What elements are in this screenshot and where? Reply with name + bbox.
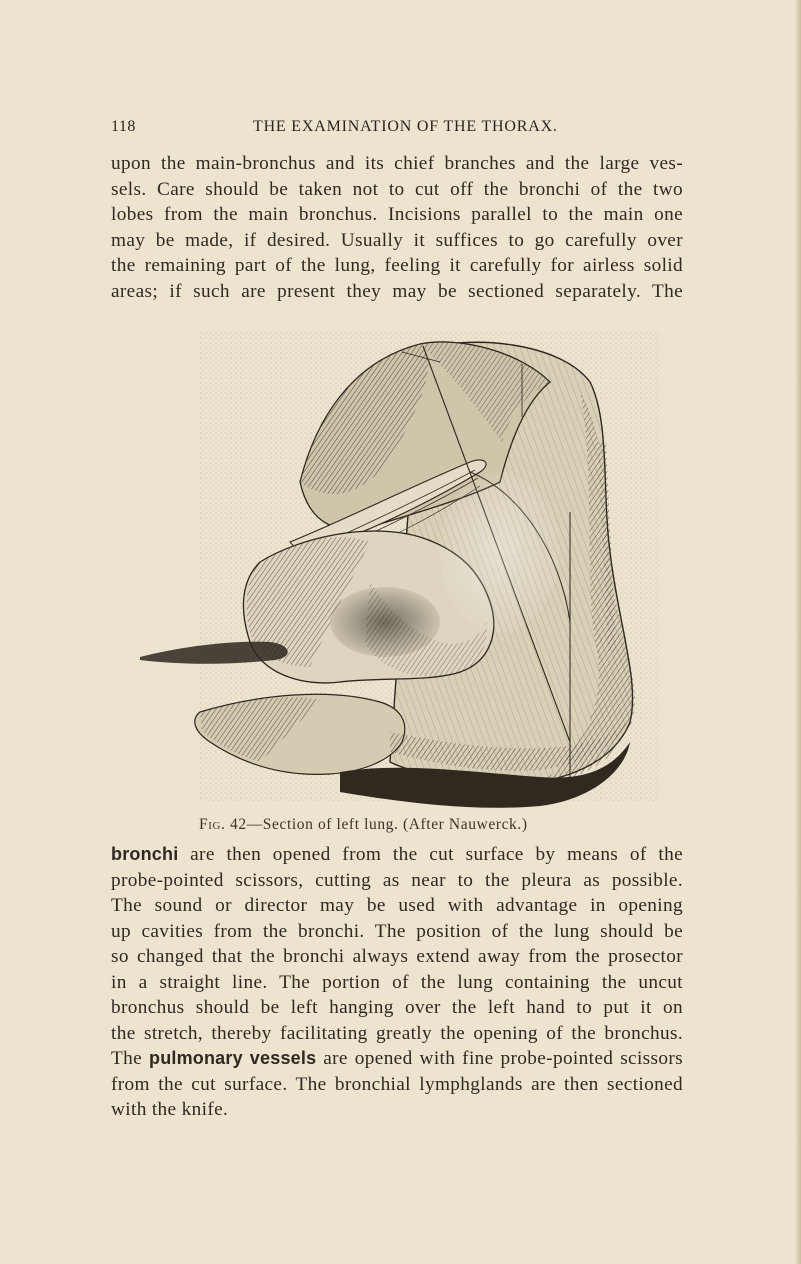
- page-number: 118: [111, 118, 136, 135]
- paragraph-top: [111, 151, 683, 304]
- text-line: The sound or director may be used with advantage in opening: [111, 895, 683, 916]
- text-run: The: [111, 1048, 149, 1069]
- figure-caption-text: —Section of left lung. (After Nauwerck.): [246, 816, 528, 833]
- bold-term: pulmonary vessels: [149, 1048, 317, 1068]
- text-line: in a straight line. The portion of the lung containing the uncut: [111, 971, 683, 993]
- text-line: the remaining part of the lung, feeling it carefully for airless solid: [111, 255, 683, 276]
- text-run: are opened with fine probe-pointed scissors: [316, 1048, 683, 1069]
- figure-caption: [199, 816, 619, 834]
- text-line: probe-pointed scissors, cutting as near to the pleura as possible.: [111, 869, 683, 891]
- text-line: with the knife.: [111, 1099, 229, 1120]
- text-line: from the cut surface. The bronchial lymphglands are then sectioned: [111, 1073, 683, 1095]
- text-run: are then opened from the cut surface by means of the: [178, 844, 683, 865]
- bold-term: bronchi: [111, 844, 179, 864]
- text-line: upon the main-bronchus and its chief branches and the large ves-: [111, 153, 683, 174]
- page-edge: [795, 0, 801, 1264]
- running-header: [111, 118, 711, 140]
- engraving-drawing: [140, 322, 660, 810]
- paragraph-bottom: [111, 842, 683, 1123]
- text-line: areas; if such are present they may be sectioned separately. The: [111, 280, 683, 302]
- text-line: up cavities from the bronchi. The position of the lung should be: [111, 920, 683, 942]
- lung-section-illustration: [140, 322, 660, 810]
- text-line: bronchus should be left hanging over the left hand to put it on: [111, 997, 683, 1018]
- text-line: [111, 1046, 683, 1072]
- figure-label: Fig. 42: [199, 816, 247, 833]
- text-line: sels. Care should be taken not to cut off the bronchi of the two: [111, 178, 683, 200]
- text-line: lobes from the main bronchus. Incisions parallel to the main one: [111, 204, 683, 225]
- text-line: may be made, if desired. Usually it suffices to go carefully over: [111, 229, 683, 251]
- text-line: the stretch, thereby facilitating greatly the opening of the bronchus.: [111, 1022, 683, 1044]
- text-line: so changed that the bronchi always extend away from the prosector: [111, 946, 683, 967]
- running-title: THE EXAMINATION OF THE THORAX.: [253, 118, 558, 135]
- text-line: [111, 842, 683, 868]
